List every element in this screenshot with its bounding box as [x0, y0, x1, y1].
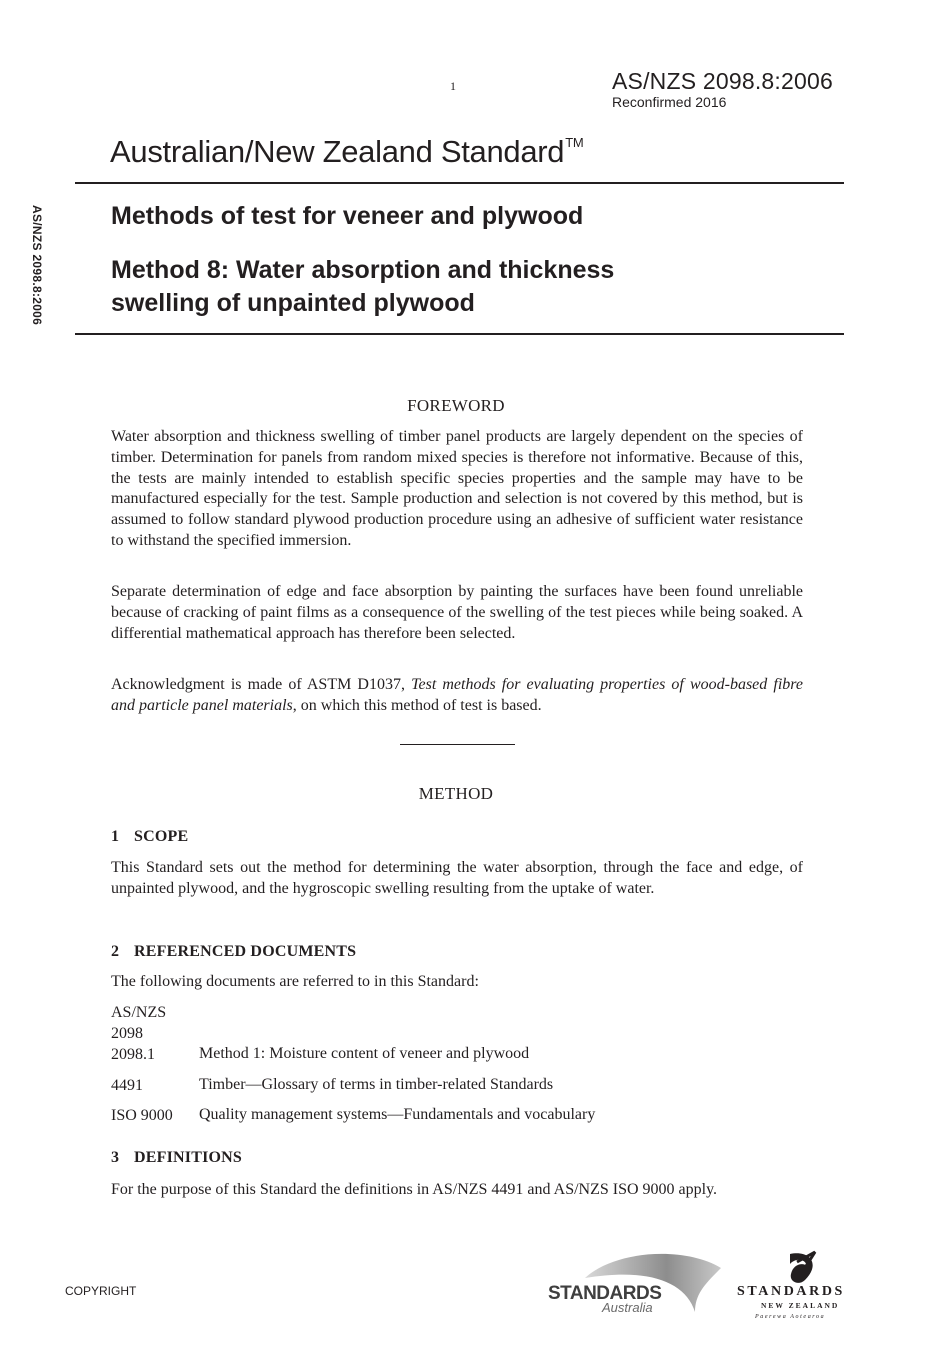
- reference-code: 4491: [111, 1077, 143, 1094]
- section-title: REFERENCED DOCUMENTS: [134, 943, 357, 960]
- reconfirmed-date: Reconfirmed 2016: [612, 94, 727, 110]
- standard-series-title: [110, 134, 583, 170]
- acknowledgment-end: , on which this method of test is based.: [292, 696, 542, 714]
- method-title-line-2: swelling of unpainted plywood: [111, 289, 475, 317]
- snz-emblem-shape: [790, 1253, 813, 1283]
- definitions-heading: [111, 1149, 242, 1167]
- section-number: 3: [111, 1149, 120, 1166]
- definitions-text: For the purpose of this Standard the definitions in AS/NZS 4491 and AS/NZS ISO 9000 apply.: [111, 1181, 718, 1198]
- title-rule-top: [75, 182, 844, 184]
- snz-logo-wordmark: STANDARDS: [737, 1284, 845, 1299]
- acknowledgment-text: Acknowledgment is made of ASTM D1037,: [111, 676, 412, 693]
- standard-code: AS/NZS 2098.8:2006: [612, 68, 833, 94]
- section-number: 2: [111, 943, 120, 960]
- sa-logo-country: Australia: [602, 1300, 653, 1315]
- foreword-paragraph-1: Water absorption and thickness swelling of timber panel products are largely dependent on the species of timber. Determination for panels from random mixed species is therefore not informative. Because of this, the tests are mainly intended to establish specific species properties and the sample may have to be manufactured especially for the test. Sample production and selection is not covered by this method, but is assumed to follow standard plywood production procedure using an adhesive of sufficient water resistance to withstand the specified immersion.: [111, 428, 803, 549]
- page-number: 1: [450, 79, 456, 93]
- reference-title: Method 1: Moisture content of veneer and plywood: [199, 1045, 530, 1062]
- title-rule-bottom: [75, 333, 844, 335]
- section-title: DEFINITIONS: [134, 1149, 243, 1166]
- method-title: [111, 254, 811, 320]
- astm-title: Test methods for evaluating properties of wood-based fibre and particle panel materials: [111, 676, 803, 714]
- foreword-paragraph-3: [111, 675, 803, 717]
- side-standard-code: AS/NZS 2098.8:2006: [30, 205, 44, 326]
- series-title-text: Australian/New Zealand Standard: [110, 134, 565, 169]
- standards-new-zealand-logo: [735, 1250, 860, 1322]
- method-heading: METHOD: [418, 784, 494, 803]
- section-number: 1: [111, 828, 120, 845]
- reference-title: Timber—Glossary of terms in timber-related Standards: [199, 1076, 554, 1093]
- reference-code: 2098.1: [111, 1046, 155, 1063]
- standards-australia-logo: [545, 1250, 725, 1318]
- section-title: SCOPE: [134, 828, 189, 845]
- scope-text: This Standard sets out the method for determining the water absorption, through the face and edge, of unpainted plywood, and the hygroscopic swelling resulting from the uptake of water.: [111, 859, 803, 897]
- referenced-documents-heading: [111, 943, 356, 961]
- snz-logo-maori: Paerewa Aotearoa: [755, 1314, 826, 1320]
- method-title-line-1: Method 8: Water absorption and thickness: [111, 256, 615, 284]
- referenced-documents-intro: The following documents are referred to in this Standard:: [111, 973, 479, 990]
- snz-logo-country: NEW ZEALAND: [761, 1301, 840, 1310]
- reference-code: ISO 9000: [111, 1107, 173, 1124]
- foreword-heading: FOREWORD: [407, 396, 505, 415]
- foreword-paragraph-2: Separate determination of edge and face absorption by painting the surfaces have been found unreliable because of cracking of paint films as a consequence of the swelling of the test pieces while being soaked. A differential mathematical approach has therefore been selected.: [111, 583, 803, 642]
- trademark-mark: TM: [565, 135, 584, 150]
- reference-series-code: AS/NZS 2098: [111, 1004, 167, 1042]
- sa-logo-wordmark: STANDARDS: [548, 1283, 662, 1304]
- document-title: Methods of test for veneer and plywood: [111, 202, 584, 230]
- scope-heading: [111, 828, 188, 846]
- section-divider: [400, 744, 515, 745]
- copyright-notice: COPYRIGHT: [65, 1284, 137, 1298]
- reference-title: Quality management systems—Fundamentals and vocabulary: [199, 1106, 596, 1123]
